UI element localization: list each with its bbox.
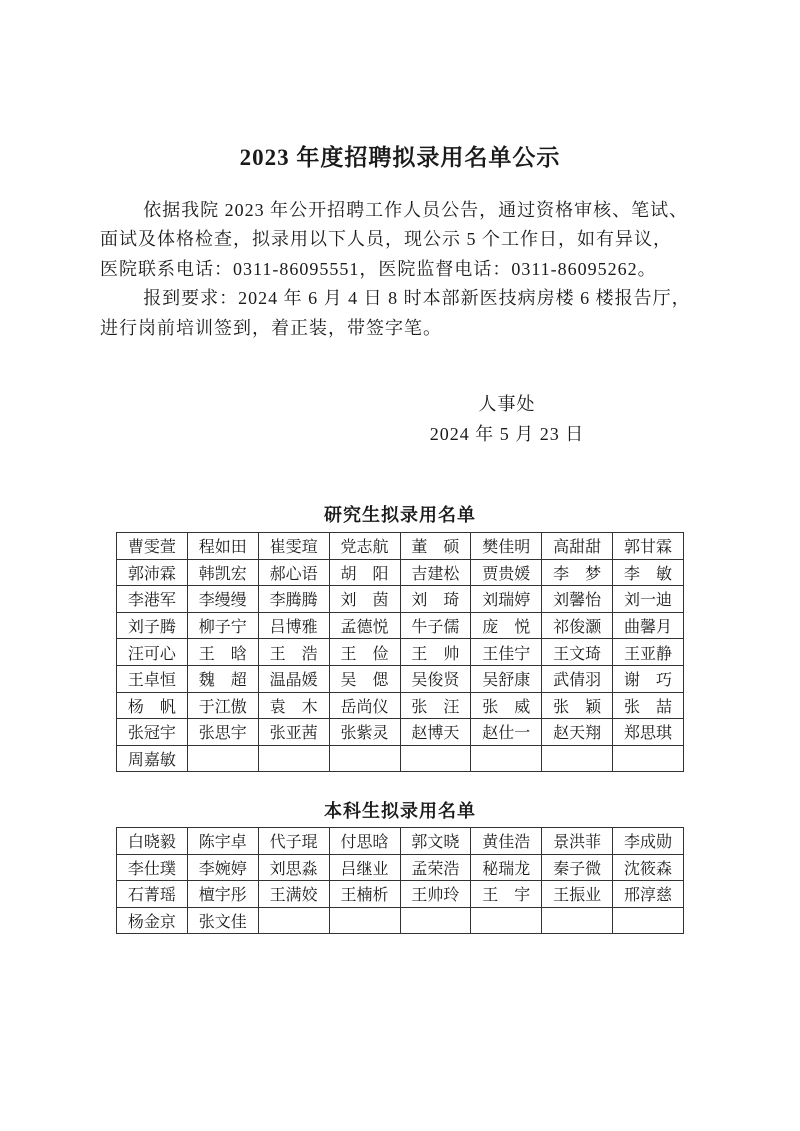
table-row (117, 665, 684, 692)
table-cell: 贾贵媛 (471, 559, 542, 586)
body-line: 依据我院 2023 年公开招聘工作人员公告，通过资格审核、笔试、 (143, 200, 689, 220)
table-cell: 刘思淼 (258, 854, 329, 881)
table-cell (329, 745, 400, 772)
table-cell: 张 喆 (613, 692, 684, 719)
table-cell (400, 745, 471, 772)
table-cell: 党志航 (329, 533, 400, 560)
table-cell: 张 汪 (400, 692, 471, 719)
table-cell: 郝心语 (258, 559, 329, 586)
table-cell: 周嘉敏 (117, 745, 188, 772)
table-row (117, 828, 684, 855)
signature-department: 人事处 (478, 394, 536, 414)
table-cell: 祁俊灏 (542, 612, 613, 639)
table-cell: 李腾腾 (258, 586, 329, 613)
table-row (117, 533, 684, 560)
table-cell: 秘瑞龙 (471, 854, 542, 881)
table-cell: 程如田 (187, 533, 258, 560)
table-cell: 王 晗 (187, 639, 258, 666)
table-row (117, 692, 684, 719)
table-cell: 樊佳明 (471, 533, 542, 560)
table-cell: 王楠析 (329, 881, 400, 908)
table-cell: 于江傲 (187, 692, 258, 719)
table-cell: 曲馨月 (613, 612, 684, 639)
table-cell: 汪可心 (117, 639, 188, 666)
table-cell: 李 梦 (542, 559, 613, 586)
table-cell: 景洪菲 (542, 828, 613, 855)
table-cell: 袁 木 (258, 692, 329, 719)
table-cell: 刘馨怡 (542, 586, 613, 613)
table-cell: 王 浩 (258, 639, 329, 666)
table-cell (542, 907, 613, 934)
table-cell: 武倩羽 (542, 665, 613, 692)
table-cell: 刘一迪 (613, 586, 684, 613)
table-cell: 吕继业 (329, 854, 400, 881)
table-cell: 代子琨 (258, 828, 329, 855)
body-line: 医院联系电话：0311-86095551，医院监督电话：0311-86095262。 (100, 258, 657, 279)
table-cell (613, 745, 684, 772)
table-cell: 王文琦 (542, 639, 613, 666)
table-cell: 张 颖 (542, 692, 613, 719)
body-line: 进行岗前培训签到，着正装，带签字笔。 (100, 317, 442, 338)
table-cell: 秦子微 (542, 854, 613, 881)
table-cell: 杨 帆 (117, 692, 188, 719)
table-cell: 王卓恒 (117, 665, 188, 692)
table-row (117, 854, 684, 881)
table-cell: 魏 超 (187, 665, 258, 692)
body-line: 面试及体格检查，拟录用以下人员，现公示 5 个工作日，如有异议， (100, 229, 672, 250)
table-cell: 王振业 (542, 881, 613, 908)
table-cell: 李港军 (117, 586, 188, 613)
table-cell: 刘子腾 (117, 612, 188, 639)
table-cell: 郭文晓 (400, 828, 471, 855)
table-cell (258, 907, 329, 934)
table-cell: 赵天翔 (542, 719, 613, 746)
table-cell: 董 硕 (400, 533, 471, 560)
table-cell: 王满姣 (258, 881, 329, 908)
table-cell: 赵仕一 (471, 719, 542, 746)
table-row (117, 881, 684, 908)
undergraduate-table (116, 827, 684, 934)
signature-block (337, 389, 677, 449)
table-cell: 王帅玲 (400, 881, 471, 908)
table-row (117, 719, 684, 746)
table-row (117, 612, 684, 639)
table-cell: 李仕璞 (117, 854, 188, 881)
table-cell: 王 俭 (329, 639, 400, 666)
table-cell: 庞 悦 (471, 612, 542, 639)
document-title: 2023 年度招聘拟录用名单公示 (239, 145, 561, 170)
table-cell: 张 威 (471, 692, 542, 719)
table-row (117, 907, 684, 934)
table-cell: 刘瑞婷 (471, 586, 542, 613)
table-cell: 孟荣浩 (400, 854, 471, 881)
table-cell (258, 745, 329, 772)
table-cell: 王 帅 (400, 639, 471, 666)
table-cell: 石菁瑶 (117, 881, 188, 908)
table-row (117, 745, 684, 772)
table-cell: 白晓毅 (117, 828, 188, 855)
table-cell (187, 745, 258, 772)
table-cell: 陈宇卓 (187, 828, 258, 855)
table-cell: 李成勋 (613, 828, 684, 855)
table-cell (471, 907, 542, 934)
graduate-table-title: 研究生拟录用名单 (324, 505, 476, 525)
table-cell: 张紫灵 (329, 719, 400, 746)
table-cell: 张文佳 (187, 907, 258, 934)
table-cell: 王亚静 (613, 639, 684, 666)
table-cell: 刘 茵 (329, 586, 400, 613)
table-cell: 王 宇 (471, 881, 542, 908)
table-cell: 崔雯瑄 (258, 533, 329, 560)
table-cell: 韩凯宏 (187, 559, 258, 586)
table-cell: 温晶媛 (258, 665, 329, 692)
table-cell: 黄佳浩 (471, 828, 542, 855)
table-cell: 胡 阳 (329, 559, 400, 586)
table-cell: 邢淳慈 (613, 881, 684, 908)
table-cell: 郑思琪 (613, 719, 684, 746)
table-cell: 孟德悦 (329, 612, 400, 639)
table-cell: 牛子儒 (400, 612, 471, 639)
table-cell (471, 745, 542, 772)
table-cell: 张思宇 (187, 719, 258, 746)
table-cell: 柳子宁 (187, 612, 258, 639)
table-cell: 吴俊贤 (400, 665, 471, 692)
table-cell: 张冠宇 (117, 719, 188, 746)
table-cell: 李婉婷 (187, 854, 258, 881)
table-cell: 刘 琦 (400, 586, 471, 613)
table-cell (542, 745, 613, 772)
table-cell: 曹雯萱 (117, 533, 188, 560)
table-cell: 檀宇彤 (187, 881, 258, 908)
table-cell: 杨金京 (117, 907, 188, 934)
table-cell: 张亚茜 (258, 719, 329, 746)
table-cell: 沈筱森 (613, 854, 684, 881)
table-row (117, 586, 684, 613)
table-row (117, 639, 684, 666)
table-cell: 谢 巧 (613, 665, 684, 692)
body-text (100, 196, 704, 343)
table-cell (400, 907, 471, 934)
table-cell: 吉建松 (400, 559, 471, 586)
table-cell: 岳尚仪 (329, 692, 400, 719)
table-cell (613, 907, 684, 934)
table-cell: 吴舒康 (471, 665, 542, 692)
table-cell (329, 907, 400, 934)
table-cell: 赵博天 (400, 719, 471, 746)
body-line: 报到要求：2024 年 6 月 4 日 8 时本部新医技病房楼 6 楼报告厅， (143, 288, 691, 309)
undergraduate-table-title: 本科生拟录用名单 (324, 801, 476, 821)
table-row (117, 559, 684, 586)
table-cell: 王佳宁 (471, 639, 542, 666)
graduate-table (116, 532, 684, 772)
signature-date: 2024 年 5 月 23 日 (429, 424, 585, 444)
table-cell: 郭甘霖 (613, 533, 684, 560)
table-cell: 郭沛霖 (117, 559, 188, 586)
table-cell: 付思晗 (329, 828, 400, 855)
table-cell: 吕博雅 (258, 612, 329, 639)
table-cell: 李缦缦 (187, 586, 258, 613)
table-cell: 李 敏 (613, 559, 684, 586)
table-cell: 高甜甜 (542, 533, 613, 560)
table-cell: 吴 偲 (329, 665, 400, 692)
